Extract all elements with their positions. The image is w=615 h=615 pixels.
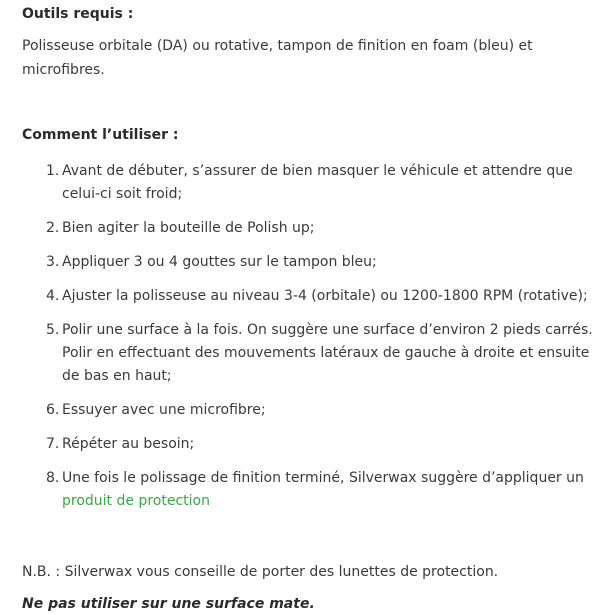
step-text: Bien agiter la bouteille de Polish up; bbox=[62, 220, 315, 236]
list-item bbox=[22, 285, 597, 308]
step-number: 8. bbox=[46, 470, 60, 486]
tools-heading: Outils requis : bbox=[22, 6, 134, 22]
step-number: 3. bbox=[46, 254, 60, 270]
step-text: Appliquer 3 ou 4 gouttes sur le tampon bleu; bbox=[62, 254, 377, 270]
step-number: 5. bbox=[46, 322, 60, 338]
step-text: Une fois le polissage de finition terminé, Silverwax suggère d’appliquer un bbox=[62, 470, 584, 486]
tools-text: Polisseuse orbitale (DA) ou rotative, tampon de finition en foam (bleu) et microfibres. bbox=[22, 38, 533, 78]
step-text: Répéter au besoin; bbox=[62, 436, 195, 452]
step-text: Avant de débuter, s’assurer de bien masquer le véhicule et attendre que celui-ci soit froid; bbox=[62, 163, 573, 202]
list-item bbox=[22, 251, 597, 274]
list-item bbox=[22, 399, 597, 422]
step-text: Essuyer avec une microfibre; bbox=[62, 402, 266, 418]
list-item bbox=[22, 160, 597, 206]
list-item bbox=[22, 319, 597, 388]
step-text: Ajuster la polisseuse au niveau 3-4 (orbitale) ou 1200-1800 RPM (rotative); bbox=[62, 288, 588, 304]
list-item bbox=[22, 467, 597, 513]
usage-heading: Comment l’utiliser : bbox=[22, 127, 179, 143]
step-number: 6. bbox=[46, 402, 60, 418]
list-item bbox=[22, 217, 597, 240]
step-number: 4. bbox=[46, 288, 60, 304]
step-text: Polir une surface à la fois. On suggère une surface d’environ 2 pieds carrés. Polir en effectuant des mouvements latéraux de gauche à droite et ensuite de bas en haut; bbox=[62, 322, 593, 384]
step-number: 7. bbox=[46, 436, 60, 452]
step-number: 2. bbox=[46, 220, 60, 236]
usage-steps-list bbox=[22, 160, 597, 524]
safety-note: N.B. : Silverwax vous conseille de porter des lunettes de protection. bbox=[22, 564, 499, 580]
matte-surface-warning: Ne pas utiliser sur une surface mate. bbox=[22, 596, 315, 612]
step-number: 1. bbox=[46, 163, 60, 179]
list-item bbox=[22, 433, 597, 456]
protection-product-link[interactable]: produit de protection bbox=[62, 493, 210, 509]
